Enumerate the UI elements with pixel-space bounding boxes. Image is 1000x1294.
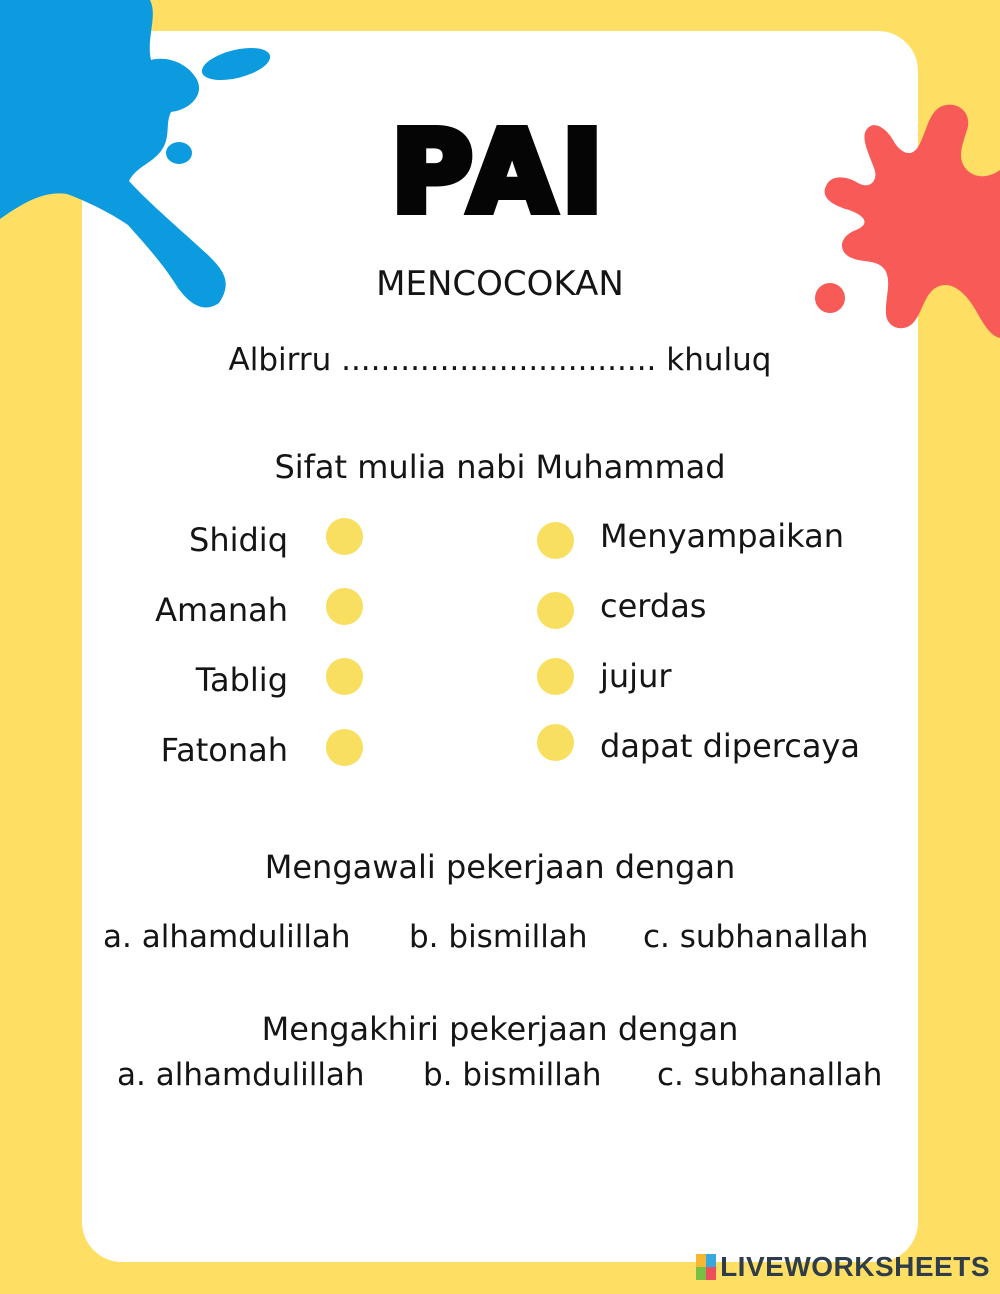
match-right-term: cerdas <box>600 587 707 625</box>
question-prompt: Mengakhiri pekerjaan dengan <box>261 1010 739 1048</box>
liveworksheets-brand <box>696 1252 990 1282</box>
match-right-dot[interactable] <box>537 724 574 761</box>
answer-option[interactable]: b. bismillah <box>409 919 588 955</box>
match-left-term: Fatonah <box>160 731 288 769</box>
match-right-dot[interactable] <box>537 522 574 559</box>
match-right-term: Menyampaikan <box>600 517 844 555</box>
match-left-dot[interactable] <box>326 729 363 766</box>
answer-option[interactable]: a. alhamdulillah <box>103 919 351 955</box>
answer-option[interactable]: a. alhamdulillah <box>117 1057 365 1093</box>
match-left-term: Tablig <box>195 661 288 699</box>
fill-in-blank-line: Albirru ................................ khuluq <box>228 342 772 378</box>
liveworksheets-brand-text: LIVEWORKSHEETS <box>720 1251 990 1282</box>
liveworksheets-logo-icon <box>696 1254 716 1280</box>
match-right-term: dapat dipercaya <box>600 727 860 765</box>
answer-option[interactable]: c. subhanallah <box>643 919 869 955</box>
answer-option[interactable]: b. bismillah <box>423 1057 602 1093</box>
worksheet-subtitle: MENCOCOKAN <box>376 264 624 304</box>
match-right-dot[interactable] <box>537 592 574 629</box>
match-left-dot[interactable] <box>326 518 363 555</box>
match-left-dot[interactable] <box>326 588 363 625</box>
answer-option[interactable]: c. subhanallah <box>657 1057 883 1093</box>
match-right-dot[interactable] <box>537 658 574 695</box>
worksheet-title: PAI <box>390 108 610 238</box>
match-left-term: Amanah <box>155 591 288 629</box>
match-left-dot[interactable] <box>326 658 363 695</box>
match-left-term: Shidiq <box>189 521 288 559</box>
question-prompt: Mengawali pekerjaan dengan <box>264 848 736 886</box>
match-right-term: jujur <box>600 657 672 695</box>
matching-section-heading: Sifat mulia nabi Muhammad <box>274 448 726 486</box>
